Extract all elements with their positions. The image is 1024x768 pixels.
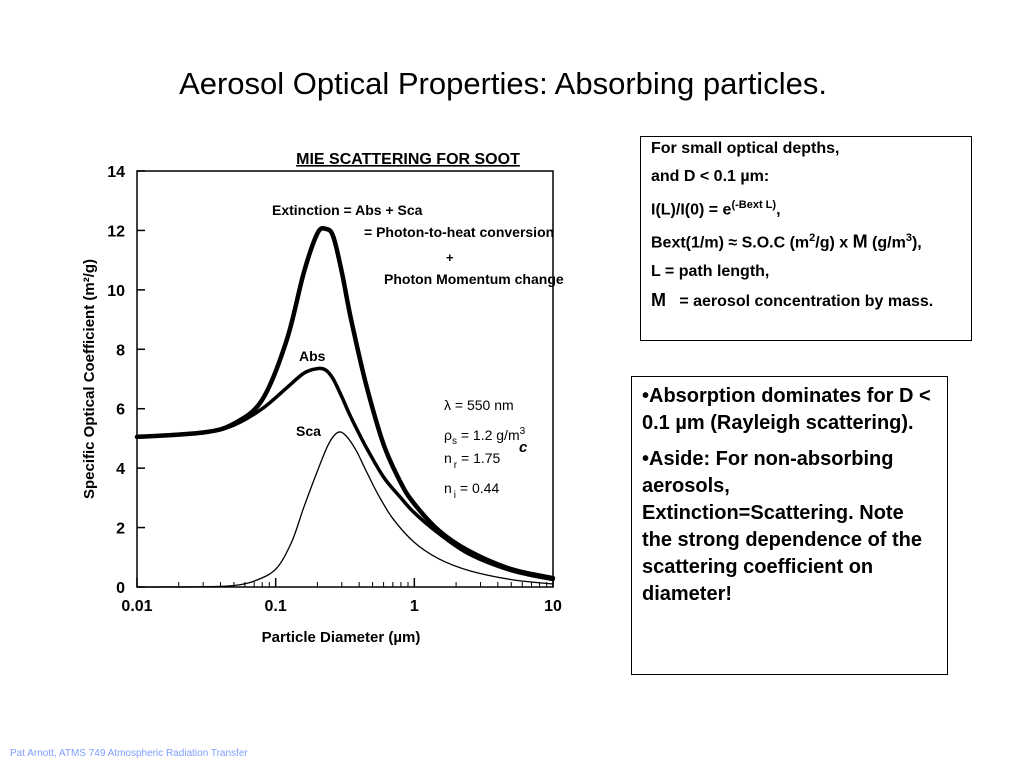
mie-scattering-chart (70, 140, 590, 655)
annotation-plus: + (446, 250, 454, 265)
y-tick-label: 4 (116, 461, 125, 479)
annotation-sca: Sca (296, 423, 321, 439)
x-tick-label: 10 (544, 598, 562, 615)
x-tick-label: 0.1 (264, 598, 287, 615)
notes-box (631, 376, 948, 675)
note-non-absorbing: •Aside: For non-absorbing aerosols, Extinction=Scattering. Note the strong dependence of the scattering coefficient on diameter! (642, 448, 923, 605)
y-tick-label: 6 (116, 401, 125, 419)
y-axis-label: Specific Optical Coefficient (m²/g) (81, 258, 98, 500)
info-line-path-length: L = path length, (651, 262, 770, 280)
slide-footer: Pat Arnott, ATMS 749 Atmospheric Radiation Transfer (10, 748, 248, 759)
chart-title: MIE SCATTERING FOR SOOT (296, 151, 520, 168)
annotation-extinction: Extinction = Abs + Sca (272, 202, 423, 218)
y-tick-label: 12 (107, 223, 125, 241)
y-tick-label: 2 (116, 520, 125, 538)
info-line-optical-depths: For small optical depths, (651, 140, 840, 157)
info-line-beer-law: $I(L)/I(0) = e^{(-Bext L)}$, (651, 199, 781, 219)
param-lambda: λ = 550 nm (444, 397, 514, 413)
y-tick-label: 0 (116, 580, 125, 597)
info-line-diameter: and D < 0.1 µm: (651, 168, 770, 185)
y-tick-label: 8 (116, 342, 125, 360)
info-line-concentration: M = aerosol concentration by mass. (651, 289, 934, 310)
info-line-bext: Bext(1/m) ≈ S.O.C $(m^2/g)$ x M $(g/m^3)$, (651, 231, 922, 252)
y-tick-label: 10 (107, 282, 125, 300)
slide-title: Aerosol Optical Properties: Absorbing particles. (179, 66, 827, 101)
param-ni: n $_i$ = 0.44 (444, 480, 500, 501)
param-nr: n $_r$ = 1.75 (444, 450, 501, 471)
x-tick-label: 1 (409, 598, 419, 615)
annotation-photon-heat: = Photon-to-heat conversion (364, 224, 555, 240)
param-rho: $\rho_s = 1.2$ $g/m^3$ (444, 426, 526, 447)
annotation-abs: Abs (299, 348, 326, 364)
x-tick-label: 0.01 (121, 598, 153, 615)
annotation-photon-momentum: Photon Momentum change (384, 271, 564, 287)
x-axis-label: Particle Diameter (µm) (261, 629, 421, 646)
info-box (640, 136, 972, 341)
y-tick-label: 14 (107, 164, 125, 181)
param-c-mark: c (519, 439, 528, 456)
note-absorption: •Absorption dominates for D < 0.1 µm (Rayleigh scattering). (642, 385, 931, 434)
